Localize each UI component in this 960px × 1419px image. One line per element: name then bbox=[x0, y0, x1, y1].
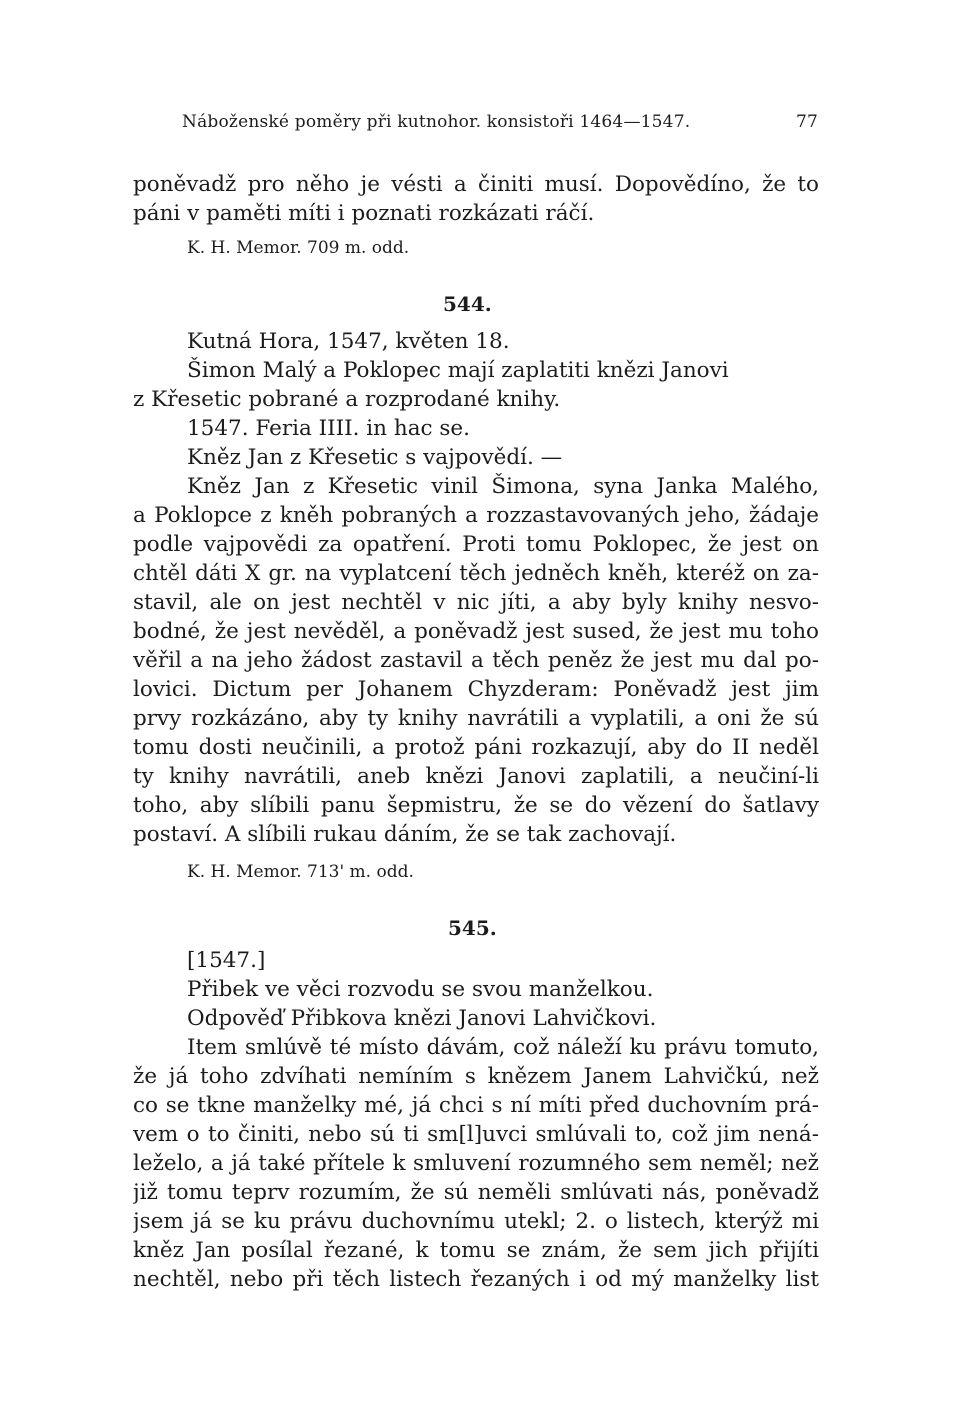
text-line: již tomu teprv rozumím, že sú neměli smlúvati nás, poněvadž bbox=[133, 1180, 819, 1205]
text-line: tomu dosti neučinili, a protož páni rozkazují, aby do II neděl bbox=[133, 735, 819, 760]
regest-line: z Křesetic pobrané a rozprodané knihy. bbox=[133, 387, 561, 412]
date-line: [1547.] bbox=[187, 948, 266, 973]
text-line: páni v paměti míti i poznati rozkázati ráčí. bbox=[133, 201, 595, 226]
document-number: 544. bbox=[443, 292, 492, 316]
source-reference: K. H. Memor. 713' m. odd. bbox=[187, 862, 414, 882]
text-line: lovici. Dictum per Johanem Chyzderam: Poněvadž jest jim bbox=[133, 677, 819, 702]
regest-line: Šimon Malý a Poklopec mají zaplatiti knězi Janovi bbox=[187, 358, 729, 383]
text-line: co se tkne manželky mé, já chci s ní míti před duchovním prá- bbox=[133, 1093, 819, 1118]
source-reference: K. H. Memor. 709 m. odd. bbox=[187, 238, 410, 258]
document-number: 545. bbox=[448, 916, 497, 940]
text-line: poněvadž pro něho je vésti a činiti musí. Dopovědíno, že to bbox=[133, 172, 819, 197]
text-line: kněz Jan posílal řezané, k tomu se znám, že sem jich přijíti bbox=[133, 1238, 819, 1263]
text-line: Kněz Jan z Křesetic s vajpovědí. — bbox=[187, 445, 563, 470]
regest-line: Odpověď Přibkova knězi Janovi Lahvičkovi. bbox=[187, 1006, 657, 1031]
text-line: že já toho zdvíhati nemíním s knězem Janem Lahvičkú, než bbox=[133, 1064, 819, 1089]
date-line: Kutná Hora, 1547, květen 18. bbox=[187, 329, 510, 354]
text-line: věřil a na jeho žádost zastavil a těch peněz že jest mu dal po- bbox=[133, 648, 819, 673]
text-line: toho, aby slíbili panu šepmistru, že se do vězení do šatlavy bbox=[133, 793, 819, 818]
text-line: Item smlúvě té místo dávám, což náleží ku právu tomuto, bbox=[187, 1035, 819, 1060]
page-number: 77 bbox=[795, 112, 818, 132]
text-line: jsem já se ku právu duchovnímu utekl; 2. o listech, kterýž mi bbox=[133, 1209, 819, 1234]
text-line: leželo, a já také přítele k smluvení rozumného sem neměl; než bbox=[133, 1151, 819, 1176]
text-line: 1547. Feria IIII. in hac se. bbox=[187, 416, 470, 441]
text-line: nechtěl, nebo při těch listech řezaných i od mý manželky list bbox=[133, 1267, 819, 1292]
text-line: postaví. A slíbili rukau dáním, že se tak zachovají. bbox=[133, 822, 677, 847]
text-line: podle vajpovědi za opatření. Proti tomu Poklopec, že jest on bbox=[133, 532, 819, 557]
text-line: a Poklopce z kněh pobraných a rozzastavovaných jeho, žádaje bbox=[133, 503, 819, 528]
text-line: stavil, ale on jest nechtěl v nic jíti, a aby byly knihy nesvo- bbox=[133, 590, 819, 615]
text-line: chtěl dáti X gr. na vyplatcení těch jedněch kněh, kteréž on za- bbox=[133, 561, 819, 586]
regest-line: Přibek ve věci rozvodu se svou manželkou. bbox=[187, 977, 654, 1002]
text-line: prvy rozkázáno, aby ty knihy navrátili a vyplatili, a oni že sú bbox=[133, 706, 819, 731]
running-head-title: Náboženské poměry při kutnohor. konsistoři 1464—1547. bbox=[182, 112, 691, 132]
text-line: vem o to činiti, nebo sú ti sm[l]uvci smlúvali to, což jim nená- bbox=[133, 1122, 819, 1147]
running-head bbox=[182, 112, 818, 142]
text-line: bodné, že jest nevěděl, a poněvadž jest sused, že jest mu toho bbox=[133, 619, 819, 644]
text-line: ty knihy navrátili, aneb knězi Janovi zaplatili, a neučiní-li bbox=[133, 764, 819, 789]
text-line: Kněz Jan z Křesetic vinil Šimona, syna Janka Malého, bbox=[187, 474, 819, 499]
